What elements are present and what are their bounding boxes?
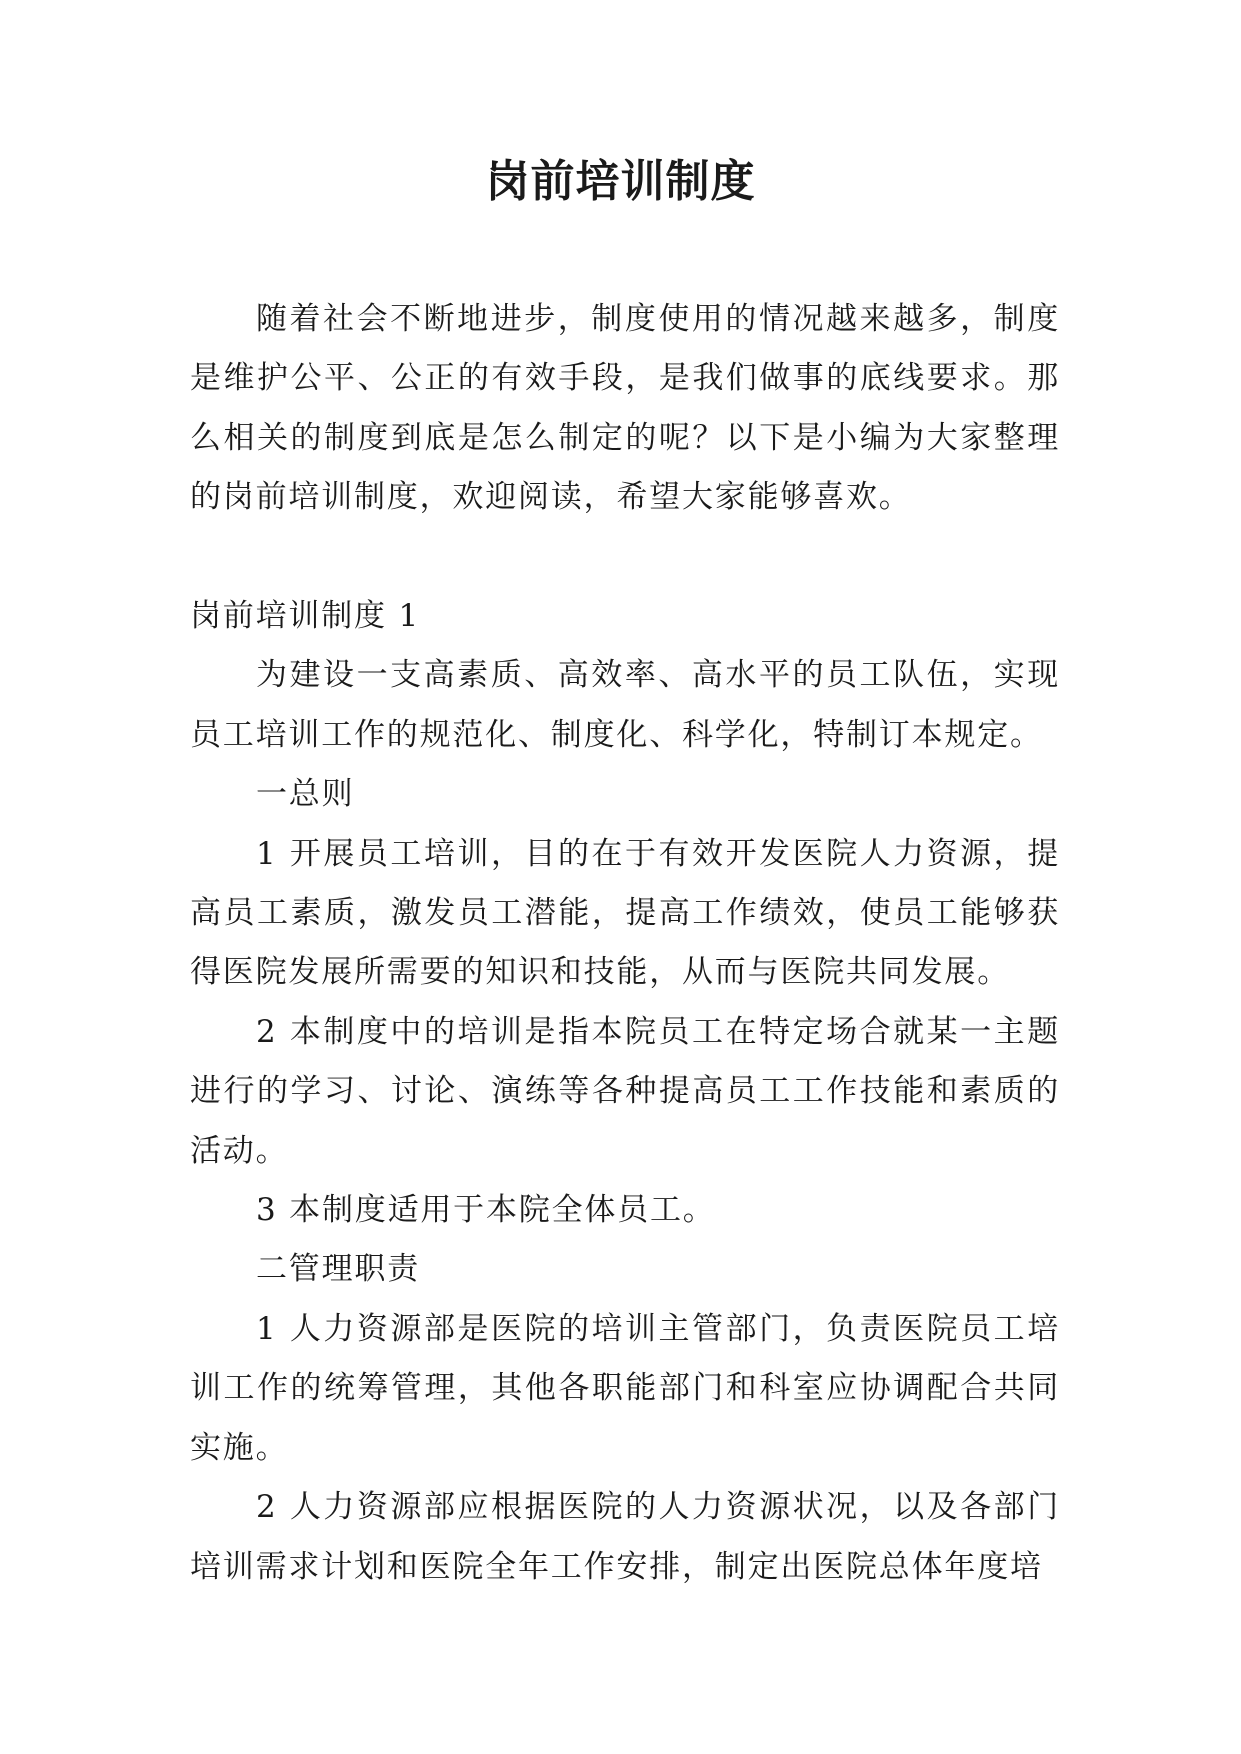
document-body [190, 290, 1060, 1597]
body-paragraph: 为建设一支高素质、高效率、高水平的员工队伍，实现员工培训工作的规范化、制度化、科学化，特制订本规定。 [190, 657, 1060, 753]
body-paragraph: 3 本制度适用于本院全体员工。 [256, 1192, 716, 1229]
body-paragraph: 1 开展员工培训，目的在于有效开发医院人力资源，提高员工素质，激发员工潜能，提高工作绩效，使员工能够获得医院发展所需要的知识和技能，从而与医院共同发展。 [190, 835, 1060, 991]
body-paragraph: 2 人力资源部应根据医院的人力资源状况，以及各部门培训需求计划和医院全年工作安排，制定出医院总体年度培 [190, 1489, 1060, 1585]
chapter-heading-responsibilities: 二管理职责 [256, 1251, 420, 1288]
document-title: 岗前培训制度 [485, 156, 756, 207]
paragraph-spacer [190, 528, 1060, 587]
section-heading: 岗前培训制度 1 [190, 598, 420, 635]
intro-paragraph: 随着社会不断地进步，制度使用的情况越来越多，制度是维护公平、公正的有效手段，是我们做事的底线要求。那么相关的制度到底是怎么制定的呢？以下是小编为大家整理的岗前培训制度，欢迎阅读，希望大家能够喜欢。 [190, 301, 1060, 516]
body-paragraph: 1 人力资源部是医院的培训主管部门，负责医院员工培训工作的统筹管理，其他各职能部门和科室应协调配合共同实施。 [190, 1310, 1060, 1466]
body-paragraph: 2 本制度中的培训是指本院员工在特定场合就某一主题进行的学习、讨论、演练等各种提高员工工作技能和素质的活动。 [190, 1013, 1060, 1169]
chapter-heading-general: 一总则 [256, 776, 355, 813]
